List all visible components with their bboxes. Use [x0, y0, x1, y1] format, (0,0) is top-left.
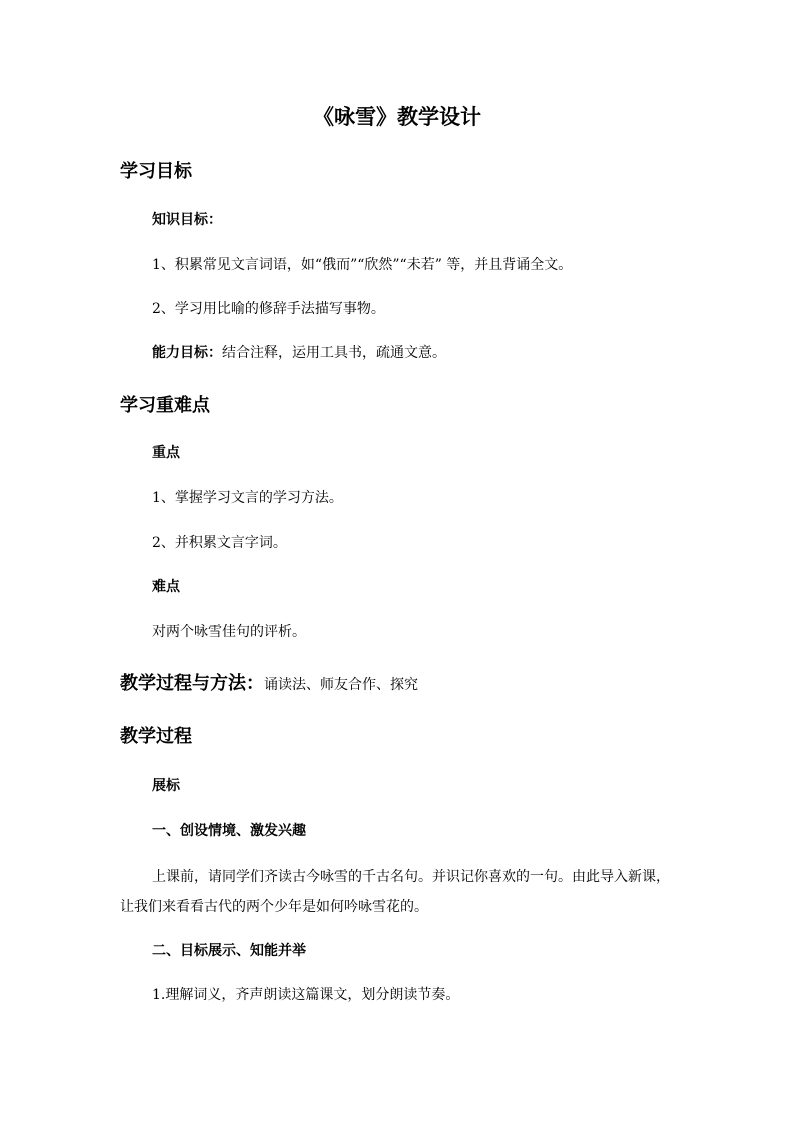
methods-text: 诵读法、师友合作、探究	[264, 677, 418, 693]
ability-objective	[152, 346, 446, 360]
process-heading: 教学过程	[120, 726, 192, 747]
difficulty-text: 对两个咏雪佳句的评析。	[152, 624, 306, 640]
knowledge-objective-item-2: 2、学习用比喻的修辞手法描写事物。	[152, 301, 385, 317]
ability-objective-label: 能力目标：	[152, 345, 222, 361]
methods-line	[120, 675, 418, 693]
key-points-heading: 学习重难点	[120, 395, 210, 416]
step2-heading: 二、目标展示、知能并举	[152, 943, 306, 959]
key-point-label: 重点	[152, 445, 180, 461]
step1-paragraph: 上课前，请同学们齐读古今咏雪的千古名句。并识记你喜欢的一句。由此导入新课，让我们来看看古代的两个少年是如何吟咏雪花的。	[120, 869, 670, 915]
ability-objective-text: 结合注释，运用工具书，疏通文意。	[222, 345, 446, 361]
step1-heading: 一、创设情境、激发兴趣	[152, 823, 306, 839]
difficulty-label: 难点	[152, 579, 180, 595]
knowledge-objective-item-1: 1、积累常见文言词语，如“俄而”“欣然”“未若” 等，并且背诵全文。	[152, 257, 573, 273]
objectives-heading: 学习目标	[120, 161, 192, 182]
knowledge-objective-label: 知识目标：	[152, 212, 222, 228]
key-point-item-2: 2、并积累文言字词。	[152, 535, 287, 551]
methods-label: 教学过程与方法：	[120, 673, 264, 694]
show-objectives-label: 展标	[152, 778, 180, 794]
step2-item-1: 1.理解词义，齐声朗读这篇课文，划分朗读节奏。	[152, 987, 460, 1003]
document-title: 《咏雪》教学设计	[313, 104, 481, 129]
key-point-item-1: 1、掌握学习文言的学习方法。	[152, 490, 343, 506]
